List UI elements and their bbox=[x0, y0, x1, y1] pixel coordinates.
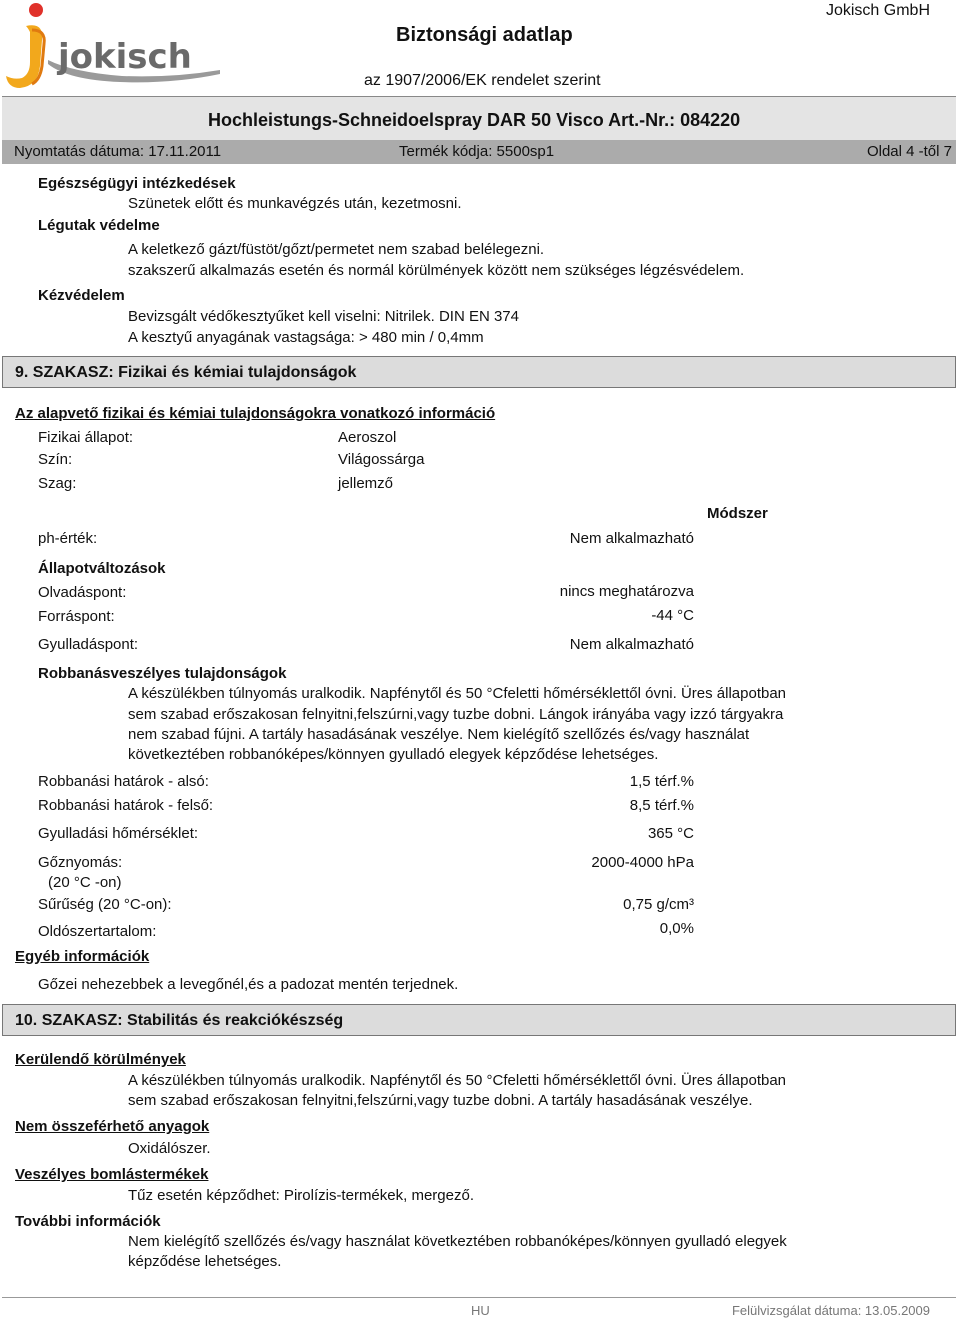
decomposition-products-label: Veszélyes bomlástermékek bbox=[15, 1166, 209, 1183]
boiling-point-value: -44 °C bbox=[651, 607, 694, 624]
state-changes-label: Állapotváltozások bbox=[38, 560, 166, 577]
respiratory-label: Légutak védelme bbox=[38, 217, 160, 234]
flash-point-value: Nem alkalmazható bbox=[569, 636, 694, 653]
ph-value: Nem alkalmazható bbox=[569, 530, 694, 547]
conditions-to-avoid-text-1: A készülékben túlnyomás uralkodik. Napfénytől és 50 °Cfeletti hőmérséklettől óvni. Üres állapotban bbox=[128, 1072, 787, 1089]
company-name: Jokisch GmbH bbox=[825, 2, 930, 19]
section-9-subheading: Az alapvető fizikai és kémiai tulajdonságokra vonatkozó információ bbox=[15, 405, 496, 422]
other-information-label: Egyéb információk bbox=[15, 948, 150, 965]
vapor-pressure-value: 2000-4000 hPa bbox=[591, 854, 694, 871]
method-header: Módszer bbox=[707, 505, 768, 522]
lower-explosion-limit-label: Robbanási határok - alsó: bbox=[38, 773, 209, 790]
decomposition-products-text: Tűz esetén képződhet: Pirolízis-termékek, mergező. bbox=[128, 1187, 474, 1204]
further-information-text-2: képződése lehetséges. bbox=[128, 1253, 282, 1270]
physical-state-value: Aeroszol bbox=[338, 429, 397, 446]
odor-label: Szag: bbox=[38, 475, 77, 492]
explosive-text-2: sem szabad erőszakosan felnyitni,felszúrni,vagy tuzbe dobni. Lángok irányába vagy izzó tárgyakra bbox=[128, 706, 784, 723]
vapor-pressure-label: Gőznyomás: bbox=[38, 854, 123, 871]
hygiene-text: Szünetek előtt és munkavégzés után, kezetmosni. bbox=[128, 195, 462, 212]
lower-explosion-limit-value: 1,5 térf.% bbox=[629, 773, 694, 790]
ignition-temperature-label: Gyulladási hőmérséklet: bbox=[38, 825, 199, 842]
section-10-title: 10. SZAKASZ: Stabilitás és reakciókészség bbox=[15, 1012, 344, 1029]
color-value: Világossárga bbox=[338, 451, 425, 468]
hygiene-label: Egészségügyi intézkedések bbox=[38, 175, 236, 192]
hand-protection-text-1: Bevizsgált védőkesztyűket kell viselni: Nitrilek. DIN EN 374 bbox=[128, 308, 519, 325]
explosive-text-3: nem szabad fújni. A tartály hasadásának veszélye. Nem kielégítő szellőzés és/vagy használat bbox=[128, 726, 750, 743]
page-number: Oldal 4 -től 7 bbox=[866, 143, 952, 160]
melting-point-value: nincs meghatározva bbox=[559, 583, 694, 600]
ph-label: ph-érték: bbox=[38, 530, 98, 547]
company-logo bbox=[2, 0, 224, 96]
print-date: Nyomtatás dátuma: 17.11.2011 bbox=[14, 143, 222, 160]
respiratory-text-2: szakszerű alkalmazás esetén és normál körülmények között nem szükséges légzésvédelem. bbox=[128, 262, 745, 279]
melting-point-label: Olvadáspont: bbox=[38, 584, 127, 601]
density-label: Sűrűség (20 °C-on): bbox=[38, 896, 172, 913]
footer-divider bbox=[2, 1297, 956, 1298]
odor-value: jellemző bbox=[338, 475, 394, 492]
solvent-content-value: 0,0% bbox=[659, 920, 694, 937]
logo-wordmark: jokisch bbox=[58, 37, 192, 77]
ignition-temperature-value: 365 °C bbox=[647, 825, 694, 842]
solvent-content-label: Oldószertartalom: bbox=[38, 923, 157, 940]
explosive-text-4: következtében robbanóképes/könnyen gyulladó elegyek képződése lehetséges. bbox=[128, 746, 659, 763]
vapor-pressure-condition: (20 °C -on) bbox=[48, 874, 122, 891]
other-information-text: Gőzei nehezebbek a levegőnél,és a padozat mentén terjednek. bbox=[38, 976, 459, 993]
section-9-title: 9. SZAKASZ: Fizikai és kémiai tulajdonságok bbox=[15, 364, 357, 381]
further-information-label: További információk bbox=[15, 1213, 161, 1230]
further-information-text-1: Nem kielégítő szellőzés és/vagy használat következtében robbanóképes/könnyen gyulladó elegyek bbox=[128, 1233, 787, 1250]
explosive-text-1: A készülékben túlnyomás uralkodik. Napfénytől és 50 °Cfeletti hőmérséklettől óvni. Üres állapotban bbox=[128, 685, 787, 702]
conditions-to-avoid-label: Kerülendő körülmények bbox=[15, 1051, 186, 1068]
hand-protection-label: Kézvédelem bbox=[38, 287, 125, 304]
density-value: 0,75 g/cm³ bbox=[623, 896, 694, 913]
upper-explosion-limit-value: 8,5 térf.% bbox=[629, 797, 694, 814]
physical-state-label: Fizikai állapot: bbox=[38, 429, 134, 446]
explosive-properties-label: Robbanásveszélyes tulajdonságok bbox=[38, 665, 287, 682]
incompatible-materials-label: Nem összeférhető anyagok bbox=[15, 1118, 210, 1135]
footer-language: HU bbox=[471, 1303, 490, 1318]
color-label: Szín: bbox=[38, 451, 73, 468]
flash-point-label: Gyulladáspont: bbox=[38, 636, 139, 653]
document-title: Biztonsági adatlap bbox=[396, 24, 573, 46]
respiratory-text-1: A keletkező gázt/füstöt/gőzt/permetet nem szabad belélegezni. bbox=[128, 241, 545, 258]
product-code: Termék kódja: 5500sp1 bbox=[399, 143, 555, 160]
boiling-point-label: Forráspont: bbox=[38, 608, 115, 625]
conditions-to-avoid-text-2: sem szabad erőszakosan felnyitni,felszúrni,vagy tuzbe dobni. A tartály hasadásának veszélye. bbox=[128, 1092, 753, 1109]
footer-revision-date: Felülvizsgálat dátuma: 13.05.2009 bbox=[731, 1303, 930, 1318]
product-title: Hochleistungs-Schneidoelspray DAR 50 Visco Art.-Nr.: 084220 bbox=[208, 110, 741, 130]
regulation-reference: az 1907/2006/EK rendelet szerint bbox=[364, 72, 601, 89]
incompatible-materials-text: Oxidálószer. bbox=[128, 1140, 211, 1157]
upper-explosion-limit-label: Robbanási határok - felső: bbox=[38, 797, 214, 814]
hand-protection-text-2: A kesztyű anyagának vastagsága: > 480 min / 0,4mm bbox=[128, 329, 484, 346]
